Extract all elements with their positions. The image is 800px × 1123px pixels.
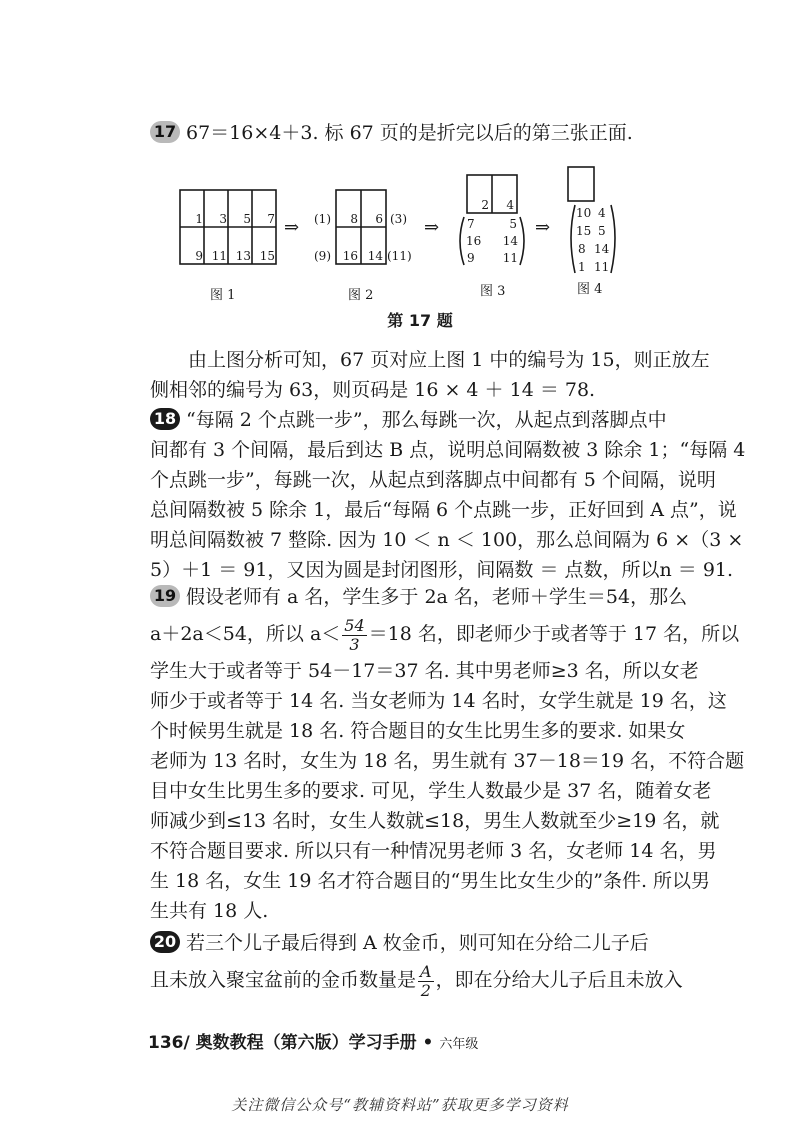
problem-17 bbox=[150, 118, 690, 148]
fraction bbox=[418, 963, 434, 1000]
problem-20-badge: 20 bbox=[150, 931, 180, 953]
problem-19-badge: 19 bbox=[150, 585, 180, 607]
fig2-right-top: (3) bbox=[390, 212, 407, 226]
fig4-cell: 10 bbox=[576, 206, 592, 220]
fig1-cell: 3 bbox=[219, 212, 227, 226]
fig2-cell: 14 bbox=[367, 249, 383, 263]
fig4-cell: 1 bbox=[578, 260, 586, 274]
text-segment: a＋2a＜54，所以 a＜ bbox=[150, 623, 341, 645]
text-line: 明总间隔数被 7 整除. 因为 10 ＜ n ＜ 100，那么总间隔为 6 ×（3 × bbox=[150, 529, 744, 551]
text-line: 假设老师有 a 名，学生多于 2a 名，老师＋学生＝54，那么 bbox=[186, 586, 688, 608]
fraction-numerator: 54 bbox=[344, 615, 365, 635]
fig2-left-top: (1) bbox=[314, 212, 331, 226]
page-number: 136/ bbox=[148, 1033, 190, 1053]
fig2-right-bottom: (11) bbox=[387, 249, 412, 263]
problem-18-badge: 18 bbox=[150, 408, 180, 430]
fig4-cell: 11 bbox=[594, 260, 610, 274]
fig1-label: 图 1 bbox=[210, 288, 236, 303]
fig4-cell: 8 bbox=[578, 242, 586, 256]
fig4-label: 图 4 bbox=[577, 282, 603, 297]
fraction bbox=[342, 617, 366, 654]
fig3-left: 7 bbox=[467, 217, 475, 231]
fig1-cell: 11 bbox=[211, 249, 227, 263]
problem-19 bbox=[150, 582, 745, 926]
arrow-icon: ⇒ bbox=[424, 217, 440, 238]
fig3-cell: 4 bbox=[506, 198, 514, 212]
fig4-cell: 14 bbox=[594, 242, 610, 256]
fig4-cell: 15 bbox=[576, 224, 592, 238]
fig1-cell: 5 bbox=[243, 212, 251, 226]
fig1-cell: 13 bbox=[235, 249, 251, 263]
fig3-right: 11 bbox=[502, 251, 518, 265]
fig1-cell: 7 bbox=[267, 212, 275, 226]
text-segment: ，即在分给大儿子后且未放入 bbox=[435, 969, 683, 991]
text-line: 由上图分析可知，67 页对应上图 1 中的编号为 15，则正放左 bbox=[188, 349, 710, 371]
fig3-right: 5 bbox=[509, 217, 517, 231]
fig2-cell: 8 bbox=[350, 212, 358, 226]
page-footer bbox=[148, 1028, 478, 1053]
text-line: 若三个儿子最后得到 A 枚金币，则可知在分给二儿子后 bbox=[186, 932, 649, 954]
folding-diagram-svg bbox=[170, 165, 640, 310]
text-segment: ＝18 名，即老师少于或者等于 17 名，所以 bbox=[368, 623, 740, 645]
fraction-denominator: 2 bbox=[420, 980, 431, 1000]
fig3-label: 图 3 bbox=[480, 284, 506, 299]
fig2-label: 图 2 bbox=[348, 288, 374, 303]
fig2-cell: 16 bbox=[342, 249, 358, 263]
grade-label: 六年级 bbox=[439, 1037, 479, 1052]
figure-caption: 第 17 题 bbox=[387, 311, 453, 330]
fig1-cell: 9 bbox=[195, 249, 203, 263]
fig1-cell: 15 bbox=[259, 249, 275, 263]
text-line: “每隔 2 个点跳一步”，那么每跳一次，从起点到落脚点中 bbox=[186, 409, 667, 431]
text-line: 师少于或者等于 14 名. 当女老师为 14 名时，女学生就是 19 名，这 bbox=[150, 690, 727, 712]
problem-17-text: 67＝16×4＋3. 标 67 页的是折完以后的第三张正面. bbox=[186, 122, 633, 144]
text-line: 个点跳一步”，每跳一次，从起点到落脚点中间都有 5 个间隔，说明 bbox=[150, 469, 716, 491]
problem-17-analysis bbox=[150, 345, 710, 405]
arrow-icon: ⇒ bbox=[284, 217, 300, 238]
watermark-text: 关注微信公众号“教辅资料站”获取更多学习资料 bbox=[231, 1096, 569, 1114]
text-line: 5）＋1 ＝ 91，又因为圆是封闭图形，间隔数 ＝ 点数，所以n ＝ 91. bbox=[150, 559, 734, 581]
text-line: 生共有 18 人. bbox=[150, 900, 269, 922]
text-segment: 且未放入聚宝盆前的金币数量是 bbox=[150, 969, 417, 991]
text-line: 目中女生比男生多的要求. 可见，学生人数最少是 37 名，随着女老 bbox=[150, 780, 712, 802]
problem-20 bbox=[150, 928, 690, 1002]
text-line: 间都有 3 个间隔，最后到达 B 点，说明总间隔数被 3 除余 1；“每隔 4 bbox=[150, 439, 746, 461]
folding-diagram bbox=[170, 165, 640, 310]
text-line: 侧相邻的编号为 63，则页码是 16 × 4 ＋ 14 ＝ 78. bbox=[150, 379, 596, 401]
fig3-right: 14 bbox=[502, 234, 518, 248]
text-line: 学生大于或者等于 54－17＝37 名. 其中男老师≥3 名，所以女老 bbox=[150, 660, 699, 682]
problem-18 bbox=[150, 405, 746, 585]
fig1-cell: 1 bbox=[195, 212, 203, 226]
text-line: 个时候男生就是 18 名. 符合题目的女生比男生多的要求. 如果女 bbox=[150, 720, 686, 742]
text-line: 老师为 13 名时，女生为 18 名，男生就有 37－18＝19 名，不符合题 bbox=[150, 750, 745, 772]
fig2-cell: 6 bbox=[375, 212, 383, 226]
fig4-shape bbox=[568, 167, 615, 273]
arrow-icon: ⇒ bbox=[535, 217, 551, 238]
problem-17-badge: 17 bbox=[150, 121, 180, 143]
text-line: 师减少到≤13 名时，女生人数就≤18，男生人数就至少≥19 名，就 bbox=[150, 810, 720, 832]
text-line: 不符合题目要求. 所以只有一种情况男老师 3 名，女老师 14 名，男 bbox=[150, 840, 717, 862]
text-line: 生 18 名，女生 19 名才符合题目的“男生比女生少的”条件. 所以男 bbox=[150, 870, 711, 892]
fig3-cell: 2 bbox=[481, 198, 489, 212]
fraction-numerator: A bbox=[420, 961, 432, 981]
book-title: 奥数教程（第六版）学习手册 • bbox=[195, 1033, 434, 1053]
fig3-left: 9 bbox=[467, 251, 475, 265]
fig4-cell: 5 bbox=[598, 224, 606, 238]
fig3-left: 16 bbox=[466, 234, 482, 248]
fig2-left-bottom: (9) bbox=[314, 249, 331, 263]
text-line: 总间隔数被 5 除余 1，最后“每隔 6 个点跳一步，正好回到 A 点”，说 bbox=[150, 499, 737, 521]
fig4-cell: 4 bbox=[598, 206, 606, 220]
fraction-denominator: 3 bbox=[349, 634, 360, 654]
